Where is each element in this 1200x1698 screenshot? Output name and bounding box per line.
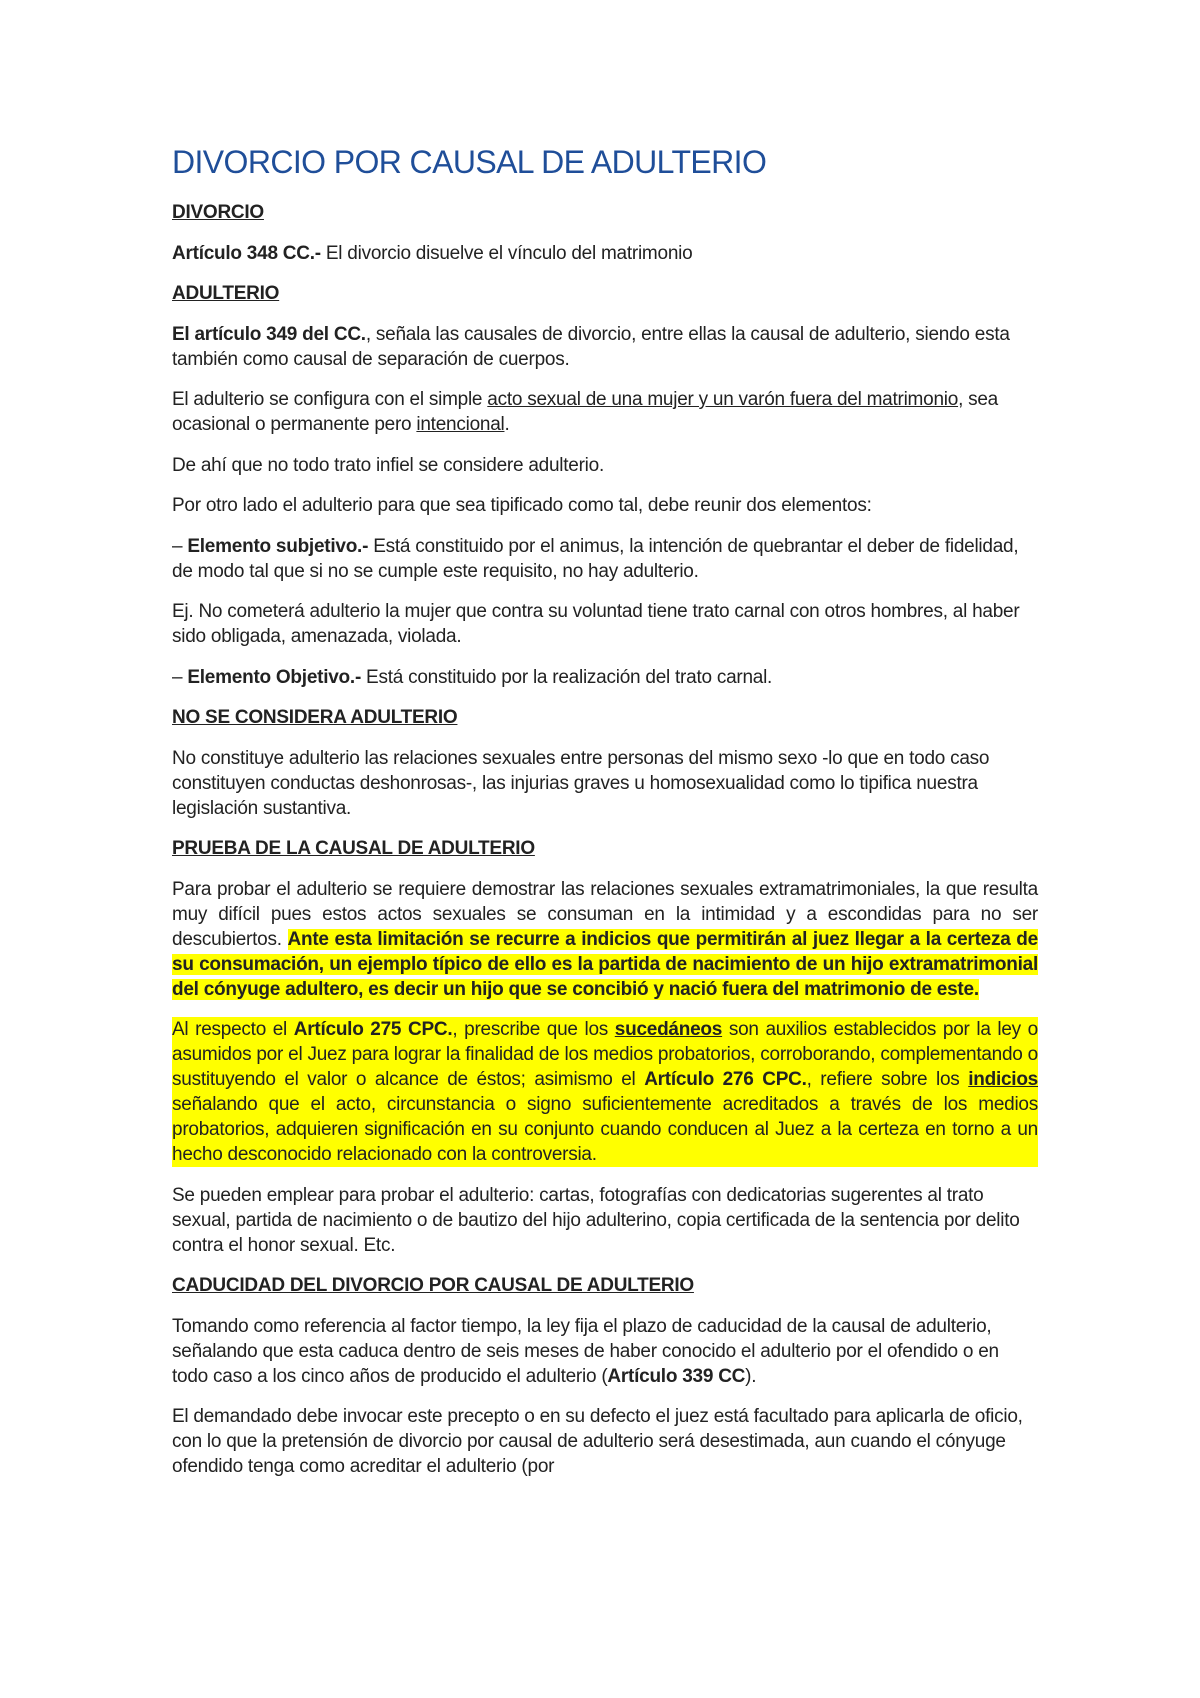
text-run: . [504,414,510,435]
text-run: , refiere sobre los [806,1069,969,1090]
section-heading [172,705,1038,730]
text-run: , señala las causales de divorcio, entre ellas la causal de adulterio, siendo esta también como causal de separación de cuerpos. [172,323,1010,370]
bold-text: Elemento subjetivo.- [187,535,369,557]
paragraph [172,877,1038,1002]
text-run: Se pueden emplear para probar el adulterio: cartas, fotografías con dedicatorias sugerentes al trato sexual, partida de nacimiento o de bautizo del hijo adulterino, copia certificada de la sentencia por delito contra el honor sexual. Etc. [172,1184,1020,1256]
paragraph [172,746,1038,821]
text-run: ). [745,1365,757,1387]
bold-text: El artículo 349 del CC. [172,323,366,345]
text-run: señalando que el acto, circunstancia o signo suficientemente acreditados a través de los medios probatorios, adquieren significación en su conjunto cuando conducen al Juez a la certeza en torno a un hecho desconocido relacionado con la controversia. [172,1094,1038,1165]
section-heading [172,836,1038,861]
bold-text: Artículo 275 CPC. [293,1019,453,1040]
text-run: Al respecto el [172,1019,294,1040]
text-run: , prescribe que los [452,1019,615,1040]
bold-text: DIVORCIO [172,202,264,223]
text-run: intencional [416,414,505,435]
paragraph [172,1183,1038,1258]
bold-text: ADULTERIO [172,283,280,304]
paragraph [172,493,1038,518]
paragraph [172,387,1038,437]
bold-text: Elemento Objetivo.- [187,666,362,688]
text-run: Para probar el adulterio se requiere demostrar las relaciones sexuales extramatrimoniales, la que resulta muy difícil pues estos actos sexuales se consuman en la intimidad y a escondidas para no ser descubiertos. [172,878,1038,950]
paragraph [172,1404,1038,1479]
text-run: Está constituido por el animus, la intención de quebrantar el deber de fidelidad, de modo tal que si no se cumple este requisito, no hay adulterio. [172,535,1019,582]
paragraph [172,534,1038,584]
bold-text: CADUCIDAD DEL DIVORCIO POR CAUSAL DE ADULTERIO [172,1275,694,1296]
bold-text: Artículo 339 CC [607,1365,746,1387]
document-body [172,200,1038,1479]
section-heading [172,200,1038,225]
paragraph [172,241,1038,266]
section-heading [172,1273,1038,1298]
paragraph [172,665,1038,690]
paragraph [172,599,1038,649]
bold-text: Artículo 276 CPC. [644,1069,807,1090]
bold-text: NO SE CONSIDERA ADULTERIO [172,707,458,728]
text-run: – [172,535,188,557]
paragraph [172,1314,1038,1389]
bold-text: sucedáneos [614,1019,723,1040]
bold-text: PRUEBA DE LA CAUSAL DE ADULTERIO [172,838,535,859]
text-run: acto sexual de una mujer y un varón fuera del matrimonio [487,389,959,410]
paragraph [172,453,1038,478]
text-run: Por otro lado el adulterio para que sea tipificado como tal, debe reunir dos elementos: [172,495,872,516]
bold-text: indicios [968,1069,1038,1090]
text-run: Está constituido por la realización del trato carnal. [361,666,773,688]
document-title: DIVORCIO POR CAUSAL DE ADULTERIO [172,144,767,180]
text-run: Ej. No cometerá adulterio la mujer que contra su voluntad tiene trato carnal con otros hombres, al haber sido obligada, amenazada, violada. [172,601,1020,647]
text-run: , sea ocasional o permanente pero [172,389,999,435]
text-run: son auxilios establecidos por la ley o asumidos por el Juez para lograr la finalidad de los medios probatorios, corroborando, complementando o sustituyendo el valor o alcance de éstos; asimismo el [172,1019,1038,1090]
text-run: Tomando como referencia al factor tiempo, la ley fija el plazo de caducidad de la causal de adulterio, señalando que esta caduca dentro de seis meses de haber conocido el adulterio por el ofendido o en todo caso a los cinco años de producido el adulterio ( [172,1315,999,1387]
text-run: El demandado debe invocar este precepto o en su defecto el juez está facultado para aplicarla de oficio, con lo que la pretensión de divorcio por causal de adulterio será desestimada, aun cuando el cónyuge ofendido tenga como acreditar el adulterio (por [172,1406,1023,1477]
bold-text: Artículo 348 CC.- [172,242,321,264]
section-heading [172,281,1038,306]
text-run: El divorcio disuelve el vínculo del matrimonio [320,242,693,264]
text-run: – [172,666,188,688]
text-run: El adulterio se configura con el simple [172,389,488,410]
document-page [172,142,1038,1495]
text-run: De ahí que no todo trato infiel se considere adulterio. [172,454,604,476]
paragraph [172,1017,1038,1167]
paragraph [172,322,1038,372]
highlighted-text: Ante esta limitación se recurre a indicios que permitirán al juez llegar a la certeza de su consumación, un ejemplo típico de ello es la partida de nacimiento de un hijo extramatrimonial del cónyuge adultero, es decir un hijo que se concibió y nació fuera del matrimonio de este. [172,928,1038,1000]
text-run: No constituye adulterio las relaciones sexuales entre personas del mismo sexo -lo que en todo caso constituyen conductas deshonrosas-, las injurias graves u homosexualidad como lo tipifica nuestra legislación sustantiva. [172,747,990,819]
